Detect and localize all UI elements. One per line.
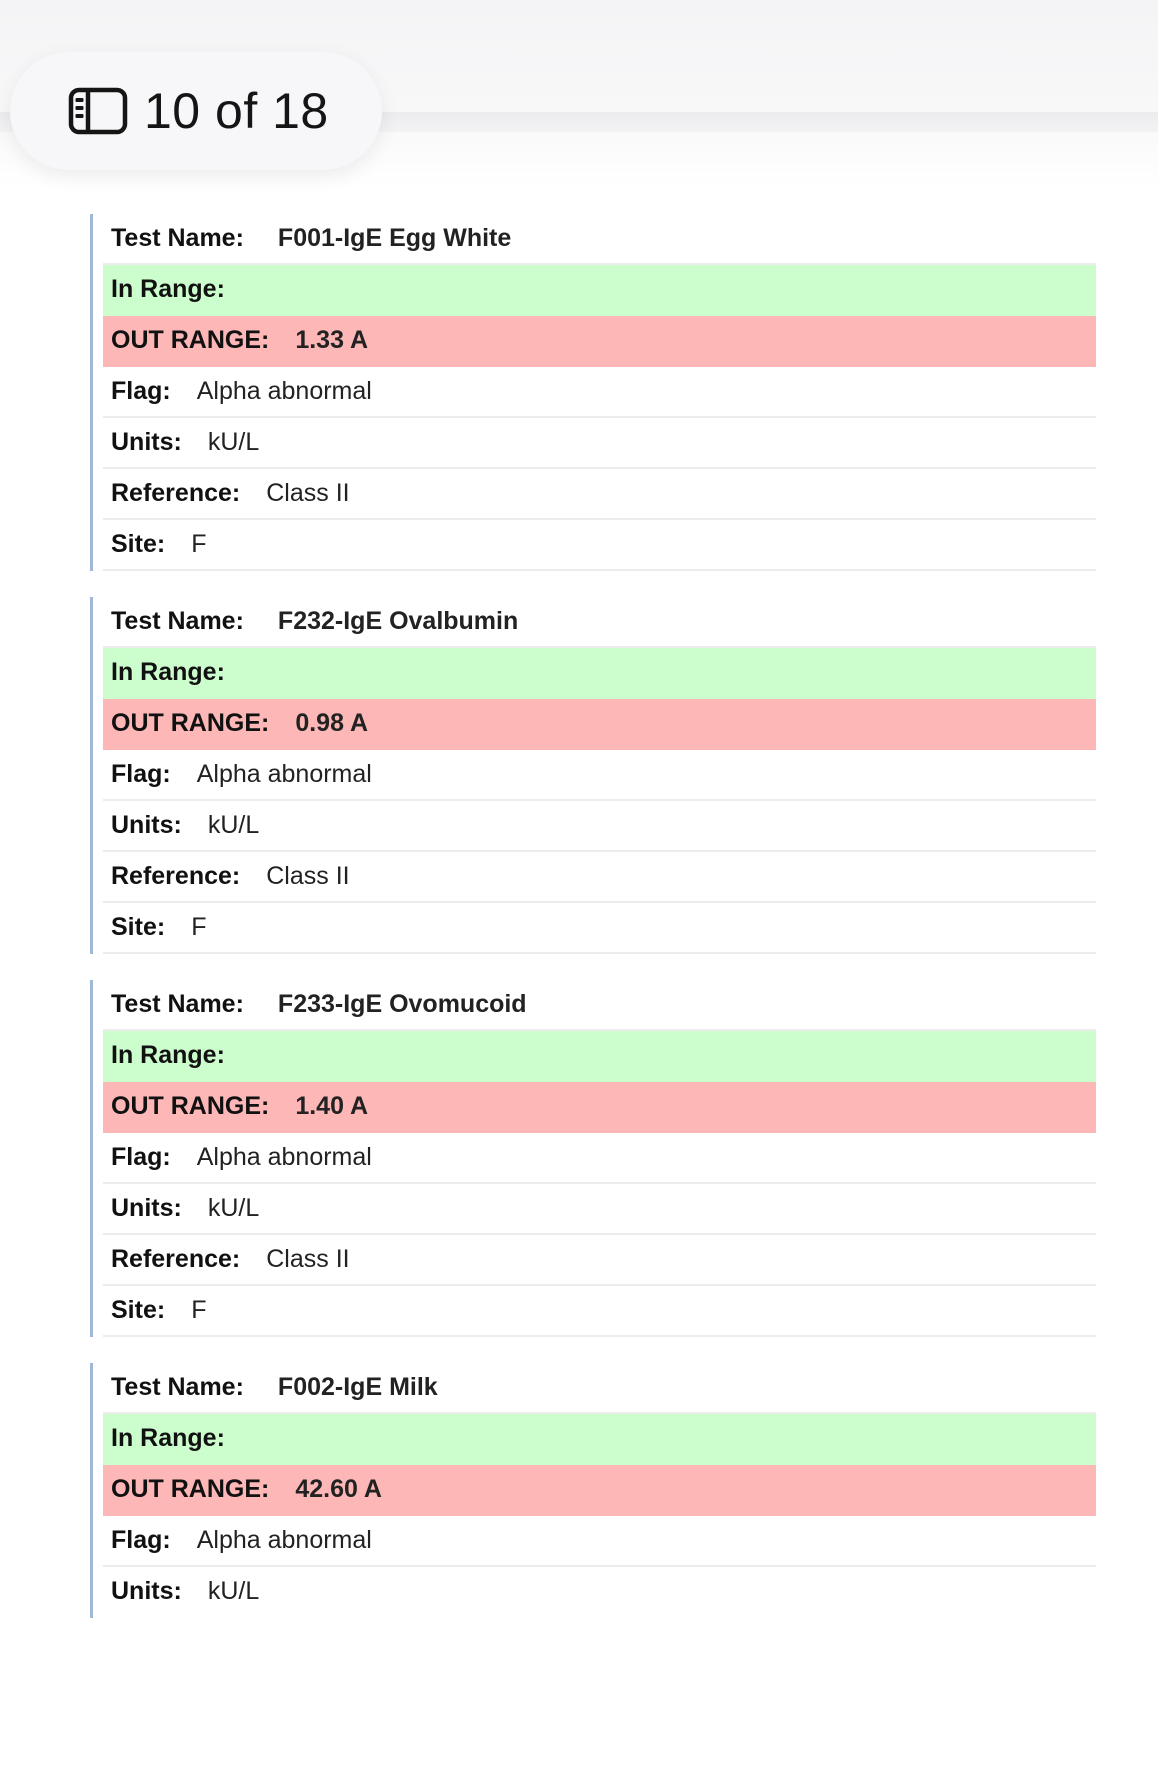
site-label: Site: [111,530,166,558]
flag-label: Flag: [111,760,171,788]
flag-label: Flag: [111,1143,171,1171]
units-row [103,801,1096,852]
units-label: Units: [111,811,182,839]
test-result-block [90,1363,1096,1618]
test-name-label: Test Name: [111,990,244,1018]
test-name-row [103,980,1096,1031]
site-value: F [191,530,207,558]
sidebar-icon[interactable] [68,87,128,135]
units-value: kU/L [207,1194,260,1222]
test-name-value: F232-IgE Ovalbumin [277,607,519,635]
site-value: F [191,1296,207,1324]
flag-value: Alpha abnormal [196,760,372,788]
flag-label: Flag: [111,377,171,405]
flag-value: Alpha abnormal [196,1526,372,1554]
in-range-label: In Range: [111,275,225,303]
in-range-label: In Range: [111,1041,225,1069]
in-range-label: In Range: [111,658,225,686]
units-value: kU/L [207,811,260,839]
test-name-label: Test Name: [111,224,244,252]
flag-label: Flag: [111,1526,171,1554]
test-name-label: Test Name: [111,607,244,635]
test-results-list [90,214,1096,1644]
units-label: Units: [111,1577,182,1605]
reference-value: Class II [266,862,350,890]
out-range-row [103,316,1096,367]
out-range-row [103,1465,1096,1516]
reference-row [103,1235,1096,1286]
in-range-row [103,265,1096,316]
out-range-value: 1.33 A [295,326,369,354]
test-name-value: F233-IgE Ovomucoid [277,990,527,1018]
reference-value: Class II [266,479,350,507]
units-row [103,1184,1096,1235]
units-value: kU/L [207,1577,260,1605]
page-indicator[interactable] [10,52,382,170]
out-range-value: 0.98 A [295,709,369,737]
test-result-block [90,980,1096,1337]
reference-label: Reference: [111,479,241,507]
out-range-value: 42.60 A [295,1475,382,1503]
units-value: kU/L [207,428,260,456]
reference-label: Reference: [111,862,241,890]
out-range-label: OUT RANGE: [111,326,270,354]
reference-value: Class II [266,1245,350,1273]
flag-row [103,1516,1096,1567]
test-name-row [103,597,1096,648]
site-row [103,1286,1096,1337]
site-label: Site: [111,1296,166,1324]
out-range-label: OUT RANGE: [111,1092,270,1120]
test-result-block [90,597,1096,954]
out-range-label: OUT RANGE: [111,709,270,737]
out-range-row [103,1082,1096,1133]
units-row [103,1567,1096,1618]
test-name-value: F001-IgE Egg White [277,224,512,252]
units-label: Units: [111,1194,182,1222]
out-range-value: 1.40 A [295,1092,369,1120]
flag-row [103,367,1096,418]
site-row [103,520,1096,571]
out-range-row [103,699,1096,750]
test-name-row [103,214,1096,265]
flag-value: Alpha abnormal [196,1143,372,1171]
flag-value: Alpha abnormal [196,377,372,405]
flag-row [103,750,1096,801]
page-counter: 10 of 18 [144,83,329,139]
site-value: F [191,913,207,941]
site-row [103,903,1096,954]
in-range-label: In Range: [111,1424,225,1452]
test-result-block [90,214,1096,571]
reference-label: Reference: [111,1245,241,1273]
test-name-row [103,1363,1096,1414]
reference-row [103,852,1096,903]
test-name-value: F002-IgE Milk [277,1373,438,1401]
in-range-row [103,648,1096,699]
out-range-label: OUT RANGE: [111,1475,270,1503]
site-label: Site: [111,913,166,941]
in-range-row [103,1414,1096,1465]
units-label: Units: [111,428,182,456]
in-range-row [103,1031,1096,1082]
flag-row [103,1133,1096,1184]
test-name-label: Test Name: [111,1373,244,1401]
units-row [103,418,1096,469]
reference-row [103,469,1096,520]
